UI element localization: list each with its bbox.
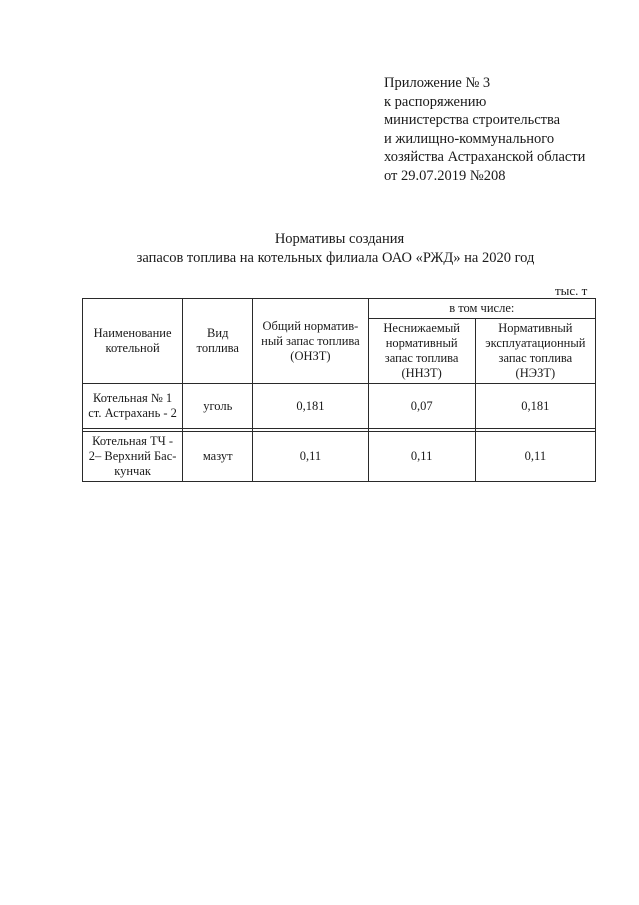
header-boiler-name: Наименование котельной — [83, 299, 183, 384]
header-fuel-type: Вид топлива — [183, 299, 253, 384]
title-line-2: запасов топлива на котельных филиала ОАО «РЖД» на 2020 год — [136, 250, 535, 266]
annex-date-number: от 29.07.2019 №208 — [384, 167, 506, 184]
cell-fuel-type: уголь — [183, 384, 253, 429]
fuel-norms-table — [82, 298, 596, 482]
cell-boiler-name: Котельная № 1 ст. Астрахань - 2 — [83, 384, 183, 429]
annex-line-2: к распоряжению — [384, 93, 487, 110]
cell-fuel-type: мазут — [183, 432, 253, 482]
cell-nnzt: 0,07 — [368, 384, 475, 429]
cell-total-reserve: 0,11 — [253, 432, 368, 482]
annex-line-5: хозяйства Астраханской области — [384, 149, 586, 165]
table-row — [83, 384, 596, 429]
header-total-reserve: Общий норматив-ный запас топлива (ОНЗТ) — [253, 299, 368, 384]
title-line-1: Нормативы создания — [274, 231, 405, 247]
units-label: тыс. т — [555, 283, 588, 298]
cell-boiler-name: Котельная ТЧ - 2– Верхний Бас-кунчак — [83, 432, 183, 482]
header-including: в том числе: — [368, 299, 595, 319]
annex-number: Приложение № 3 — [384, 75, 491, 91]
cell-nezt: 0,181 — [475, 384, 595, 429]
header-nnzt: Неснижаемый нормативный запас топлива (ННЗТ) — [368, 319, 475, 384]
document-title — [0, 230, 639, 268]
cell-nezt: 0,11 — [475, 432, 595, 482]
header-nezt: Нормативный эксплуатационный запас топлива (НЭЗТ) — [475, 319, 595, 384]
cell-nnzt: 0,11 — [368, 432, 475, 482]
annex-line-3: министерства строительства — [384, 112, 561, 128]
annex-line-4: и жилищно-коммунального — [384, 130, 555, 147]
table-header-row — [83, 299, 596, 319]
cell-total-reserve: 0,181 — [253, 384, 368, 429]
table-row — [83, 432, 596, 482]
annex-header — [384, 74, 585, 185]
